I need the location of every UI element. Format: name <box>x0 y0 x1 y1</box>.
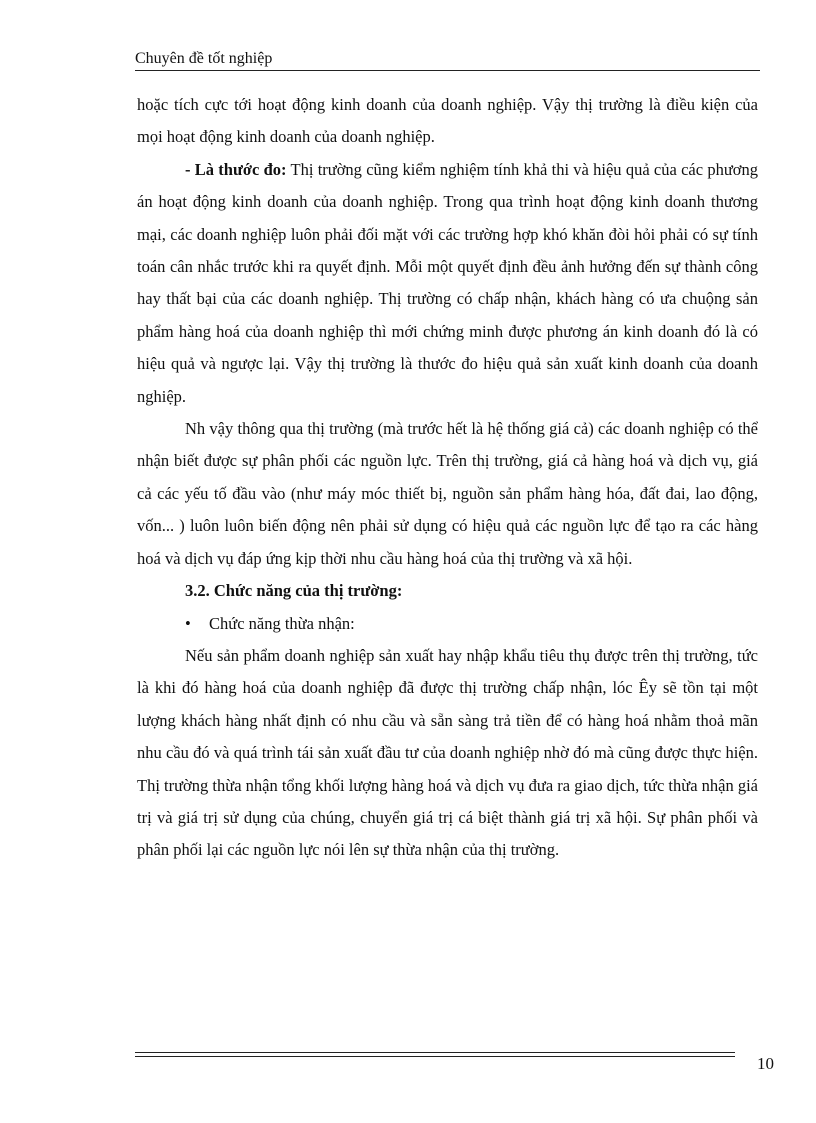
paragraph-2 <box>137 154 758 413</box>
header-title: Chuyên đề tốt nghiệp <box>135 50 273 67</box>
footer-divider <box>135 1052 735 1057</box>
paragraph-2-text: Thị trường cũng kiểm nghiệm tính khả thi và hiệu quả của các phương án hoạt động kinh doanh của doanh nghiệp. Trong qua trình hoạt động kinh doanh thương mại, các doanh nghiệp luôn phải đối mặt với các trường hợp khó khăn đòi hỏi phải có sự tính toán cân nhắc trước khi ra quyết định. Mỗi một quyết định đều ảnh hưởng đến sự thành công hay thất bại của các doanh nghiệp. Thị trường có chấp nhận, khách hàng có ưa chuộng sản phẩm hàng hoá của doanh nghiệp thì mới chứng minh được phương án kinh doanh đó là có hiệu quả và ngược lại. Vậy thị trường là thước đo hiệu quả sản xuất kinh doanh của doanh nghiệp. <box>137 159 758 406</box>
header-divider <box>135 70 760 71</box>
paragraph-3: Nh vậy thông qua thị trường (mà trước hết là hệ thống giá cả) các doanh nghiệp có thể nhận biết được sự phân phối các nguồn lực. Trên thị trường, giá cả hàng hoá và dịch vụ, giá cả các yếu tố đầu vào (như máy móc thiết bị, nguồn sản phẩm hàng hóa, đất đai, lao động, vốn... ) luôn luôn biến động nên phải sử dụng có hiệu quả các nguồn lực để tạo ra các hàng hoá và dịch vụ đáp ứng kịp thời nhu cầu hàng hoá của thị trường và xã hội. <box>137 419 758 568</box>
page-number: 10 <box>757 1054 774 1073</box>
section-heading: 3.2. Chức năng của thị trường: <box>185 581 403 601</box>
bullet-list-item <box>137 608 758 640</box>
bullet-icon: • <box>185 613 191 633</box>
paragraph-2-lead: - Là thước đo: <box>185 159 287 179</box>
paragraph-1: hoặc tích cực tới hoạt động kinh doanh của doanh nghiệp. Vậy thị trường là điều kiện của mọi hoạt động kinh doanh của doanh nghiệp. <box>137 95 758 147</box>
document-body <box>137 89 758 867</box>
bullet-text: Chức năng thừa nhận: <box>209 613 355 633</box>
paragraph-4: Nếu sản phẩm doanh nghiệp sản xuất hay nhập khẩu tiêu thụ được trên thị trường, tức là khi đó hàng hoá của doanh nghiệp đã được thị trường chấp nhận, lóc Êy sẽ tồn tại một lượng khách hàng nhất định có nhu cầu và sẵn sàng trả tiền để có hàng hoá nhằm thoả mãn nhu cầu đó và quá trình tái sản xuất đầu tư của doanh nghiệp nhờ đó mà cũng được thực hiện. Thị trường thừa nhận tổng khối lượng hàng hoá và dịch vụ đưa ra giao dịch, tức thừa nhận giá trị và giá trị sử dụng của chúng, chuyển giá trị cá biệt thành giá trị xã hội. Sự phân phối và phân phối lại các nguồn lực nói lên sự thừa nhận của thị trường. <box>137 645 758 860</box>
